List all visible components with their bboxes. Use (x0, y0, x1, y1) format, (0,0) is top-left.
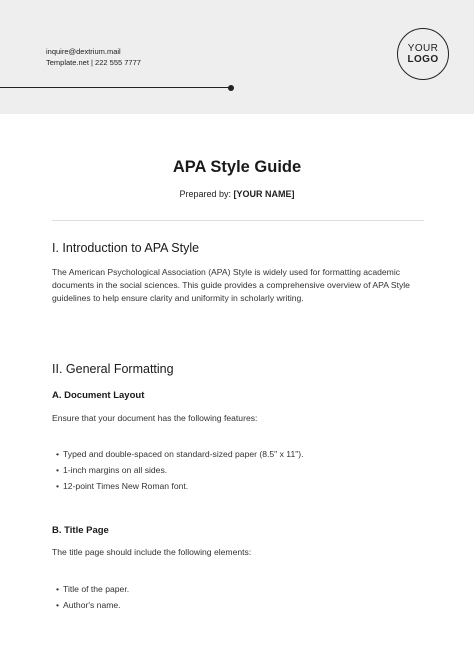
logo (397, 28, 449, 80)
divider (52, 220, 424, 221)
subheading-document-layout: A. Document Layout (52, 390, 145, 401)
prepared-name: [YOUR NAME] (233, 189, 295, 199)
list-item: • Typed and double-spaced on standard-sized paper (8.5" x 11"). (56, 447, 304, 463)
contact-info (46, 46, 141, 68)
layout-list (56, 447, 304, 494)
list-item: • Author's name. (56, 598, 129, 614)
title-page-list (56, 582, 129, 614)
list-item: • 12-point Times New Roman font. (56, 479, 304, 495)
intro-paragraph: The American Psychological Association (APA) Style is widely used for formatting academic documents in the social sciences. This guide provides a comprehensive overview of APA Style guidelines to help ensure clarity and uniformity in scholarly writing. (52, 267, 410, 304)
document-title: APA Style Guide (172, 158, 302, 176)
section-heading-intro: I. Introduction to APA Style (52, 241, 200, 255)
contact-email: inquire@dextrium.mail (46, 47, 121, 56)
layout-intro: Ensure that your document has the following features: (52, 413, 258, 423)
title-page-intro: The title page should include the following elements: (52, 547, 252, 557)
list-item: • Title of the paper. (56, 582, 129, 598)
header-rule (0, 87, 231, 88)
logo-text-bottom: LOGO (407, 54, 439, 65)
contact-line: Template.net | 222 555 7777 (46, 58, 141, 67)
list-item: • 1-inch margins on all sides. (56, 463, 304, 479)
prepared-label: Prepared by: (179, 189, 231, 199)
prepared-by (0, 189, 474, 199)
logo-text-top: YOUR (407, 43, 439, 54)
header-rule-dot (228, 85, 234, 91)
subheading-title-page: B. Title Page (52, 525, 109, 536)
section-heading-general: II. General Formatting (52, 362, 174, 376)
